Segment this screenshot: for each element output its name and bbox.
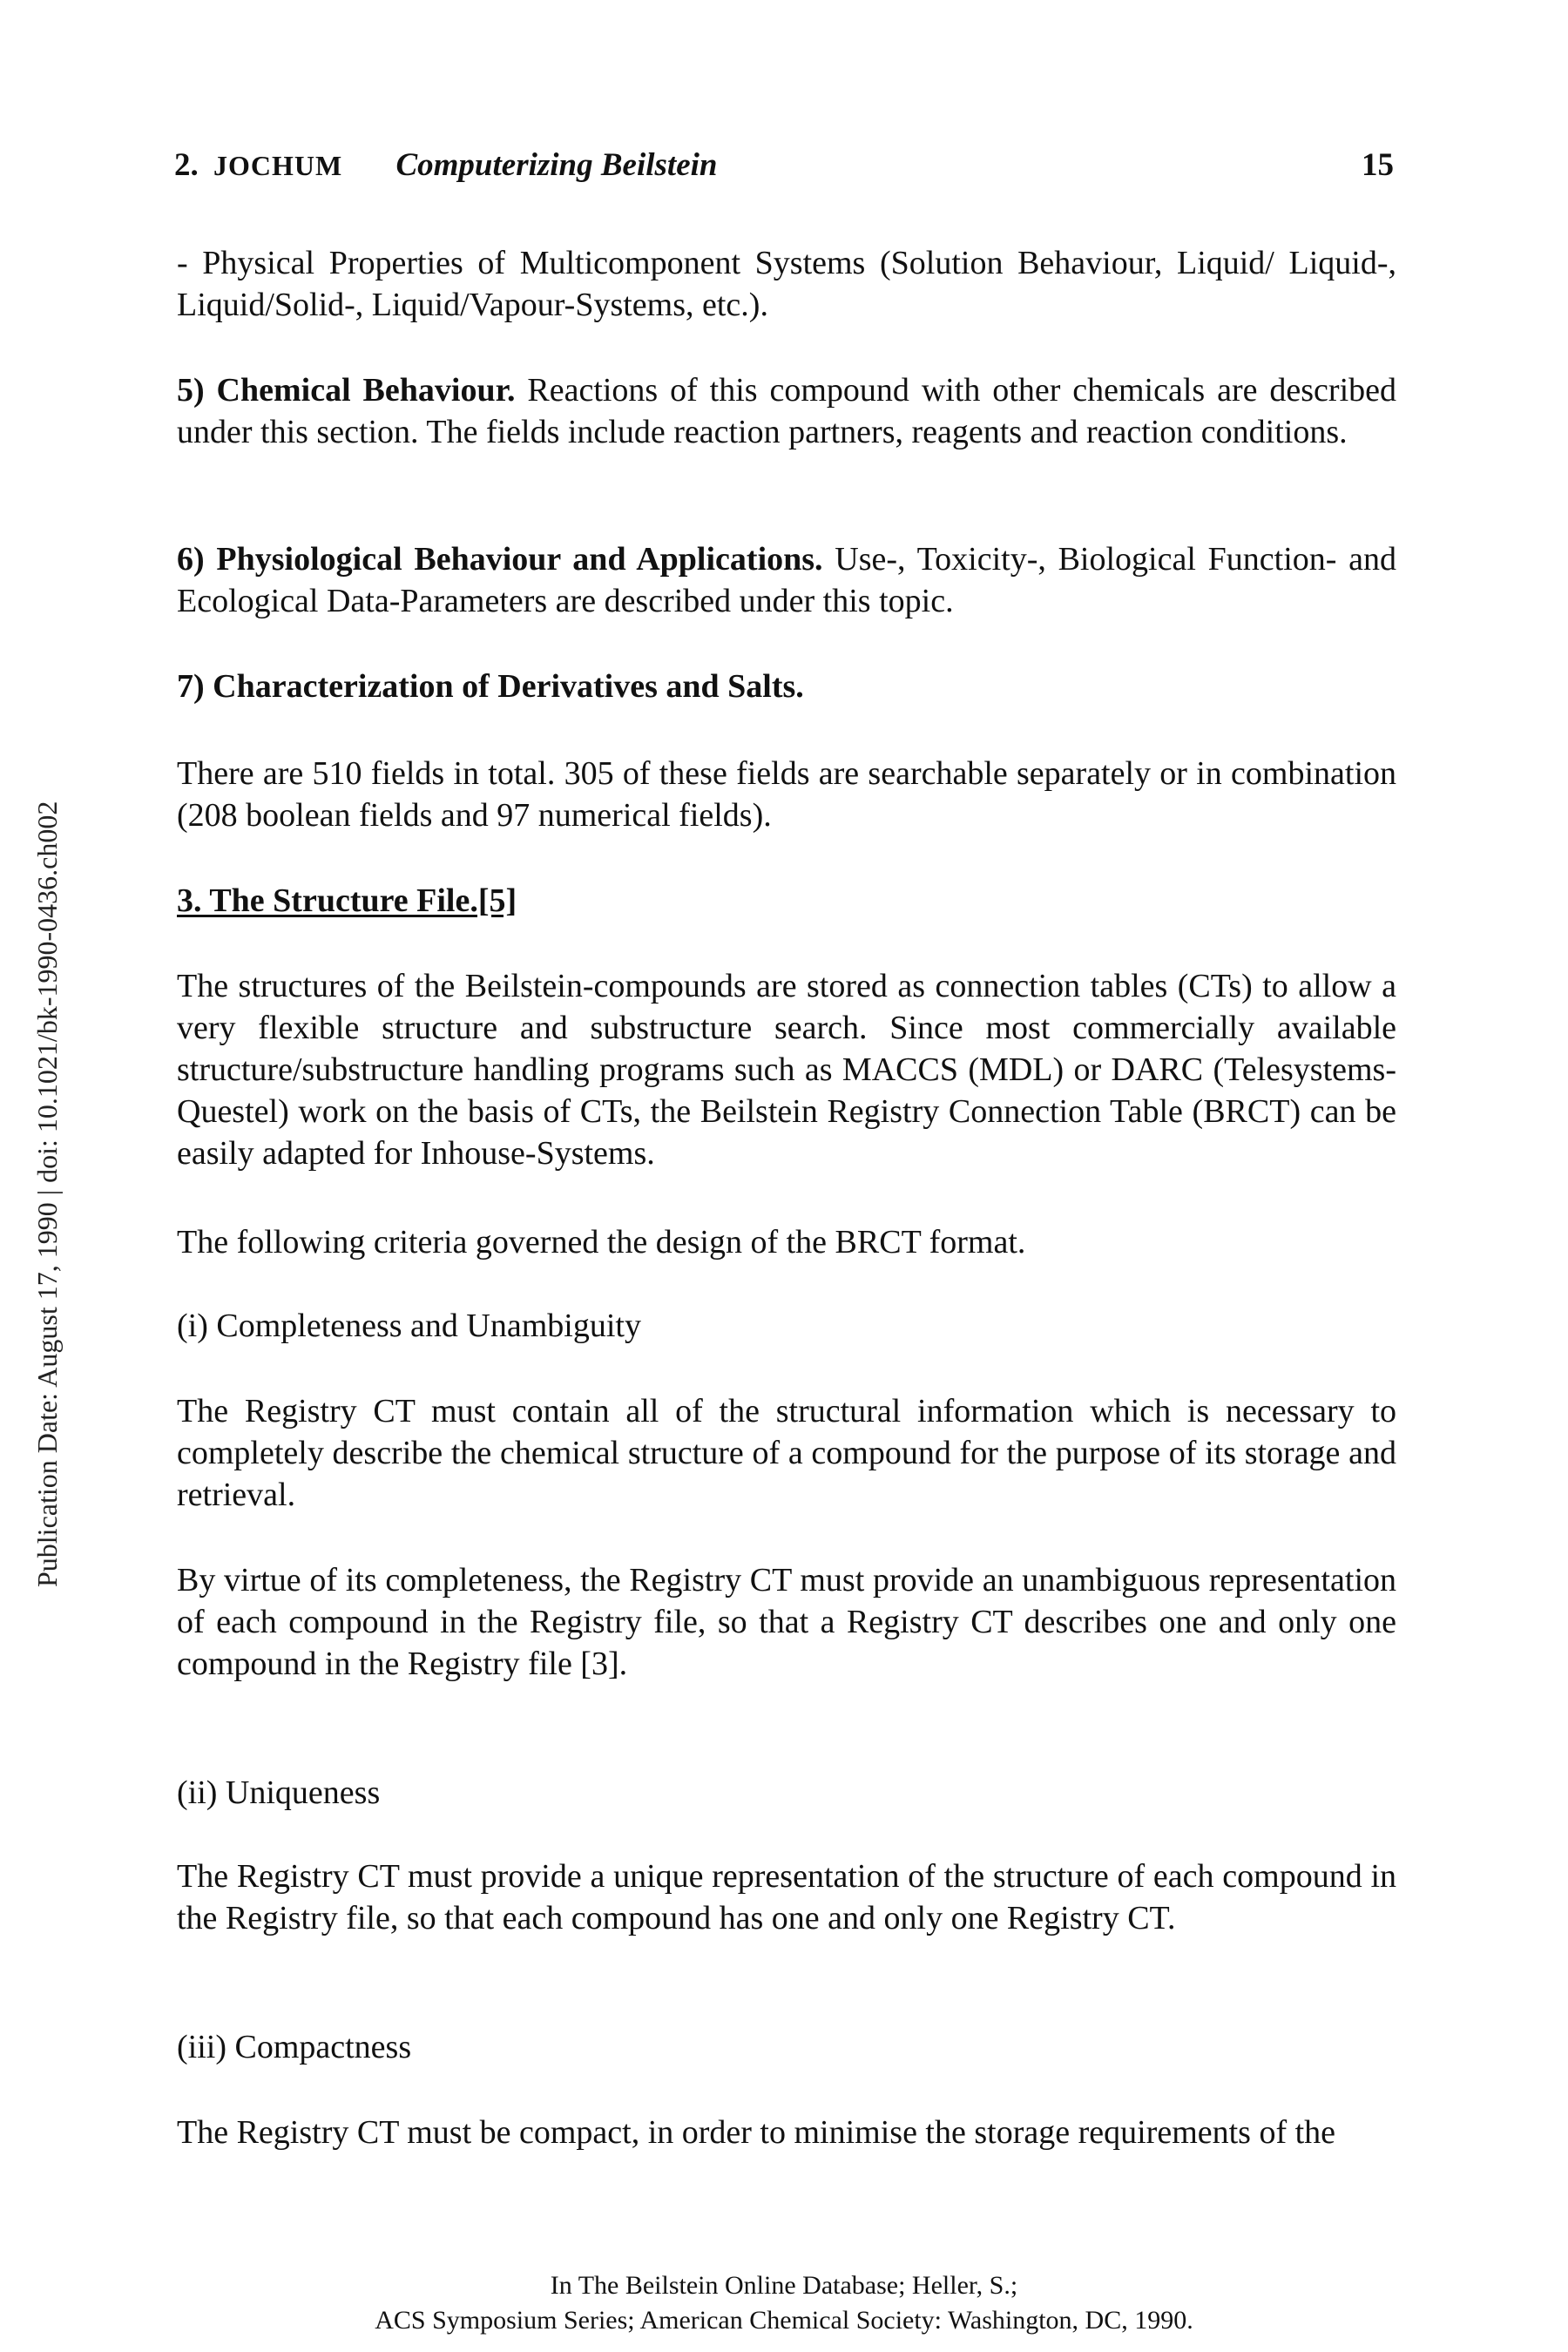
criteria-intro: The following criteria governed the design of the BRCT format.	[177, 1224, 1026, 1260]
item-7-label: 7) Characterization of Derivatives and Salts.	[177, 668, 804, 705]
footer-line-1: In The Beilstein Online Database; Heller, S.;	[550, 2271, 1018, 2300]
item-5-text: Reactions of this compound with other chemicals are described under this section. The fields include reaction partners, reagents and reaction conditions.	[177, 372, 1396, 450]
multicomponent-paragraph: - Physical Properties of Multicomponent Systems (Solution Behaviour, Liquid/ Liquid-, Liquid/Solid-, Liquid/Vapour-Systems, etc.).	[177, 245, 1396, 323]
criterion-1-paragraph-1: The Registry CT must contain all of the structural information which is necessary to completely describe the chemical structure of a compound for the purpose of its storage and retrieval.	[177, 1393, 1396, 1513]
fields-total-paragraph: There are 510 fields in total. 305 of these fields are searchable separately or in combination (208 boolean fields and 97 numerical fields).	[177, 755, 1396, 834]
running-title: Computerizing Beilstein	[395, 147, 718, 183]
criterion-2-paragraph: The Registry CT must provide a unique representation of the structure of each compound in the Registry file, so that each compound has one and only one Registry CT.	[177, 1858, 1396, 1936]
item-7-paragraph	[177, 666, 1396, 707]
criterion-3-paragraph: The Registry CT must be compact, in order to minimise the storage requirements of the	[177, 2114, 1336, 2151]
item-5-label: 5) Chemical Behaviour.	[177, 372, 516, 409]
criterion-1-heading: (i) Completeness and Unambiguity	[177, 1308, 641, 1344]
structures-paragraph: The structures of the Beilstein-compounds are stored as connection tables (CTs) to allow a very flexible structure and substructure search. Since most commercially available structure/substructure handling programs such as MACCS (MDL) or DARC (Telesystems-Questel) work on the basis of CTs, the Beilstein Registry Connection Table (BRCT) can be easily adapted for Inhouse-Systems.	[177, 968, 1396, 1172]
chapter-number: 2.	[174, 147, 199, 183]
footer-line-2: ACS Symposium Series; American Chemical Society: Washington, DC, 1990.	[375, 2306, 1193, 2335]
criterion-1-paragraph-2: By virtue of its completeness, the Registry CT must provide an unambiguous representation of each compound in the Registry file, so that a Registry CT describes one and only one compound in the Registry file [3].	[177, 1562, 1396, 1682]
criterion-2-heading: (ii) Uniqueness	[177, 1774, 381, 1811]
publication-stamp: Publication Date: August 17, 1990 | doi: 10.1021/bk-1990-0436.ch002	[31, 801, 63, 1587]
author-name: JOCHUM	[213, 150, 343, 181]
item-6-text: Use-, Toxicity-, Biological Function- and Ecological Data-Parameters are described under this topic.	[177, 541, 1397, 619]
item-5-paragraph	[177, 369, 1396, 453]
page-number: 15	[1362, 147, 1394, 183]
running-header	[174, 146, 1394, 184]
footer-citation	[0, 2268, 1568, 2338]
item-6-label: 6) Physiological Behaviour and Applications.	[177, 541, 823, 578]
section-3-heading: 3. The Structure File.[5]	[177, 882, 517, 919]
item-6-paragraph	[177, 538, 1396, 622]
criterion-3-heading: (iii) Compactness	[177, 2029, 412, 2065]
